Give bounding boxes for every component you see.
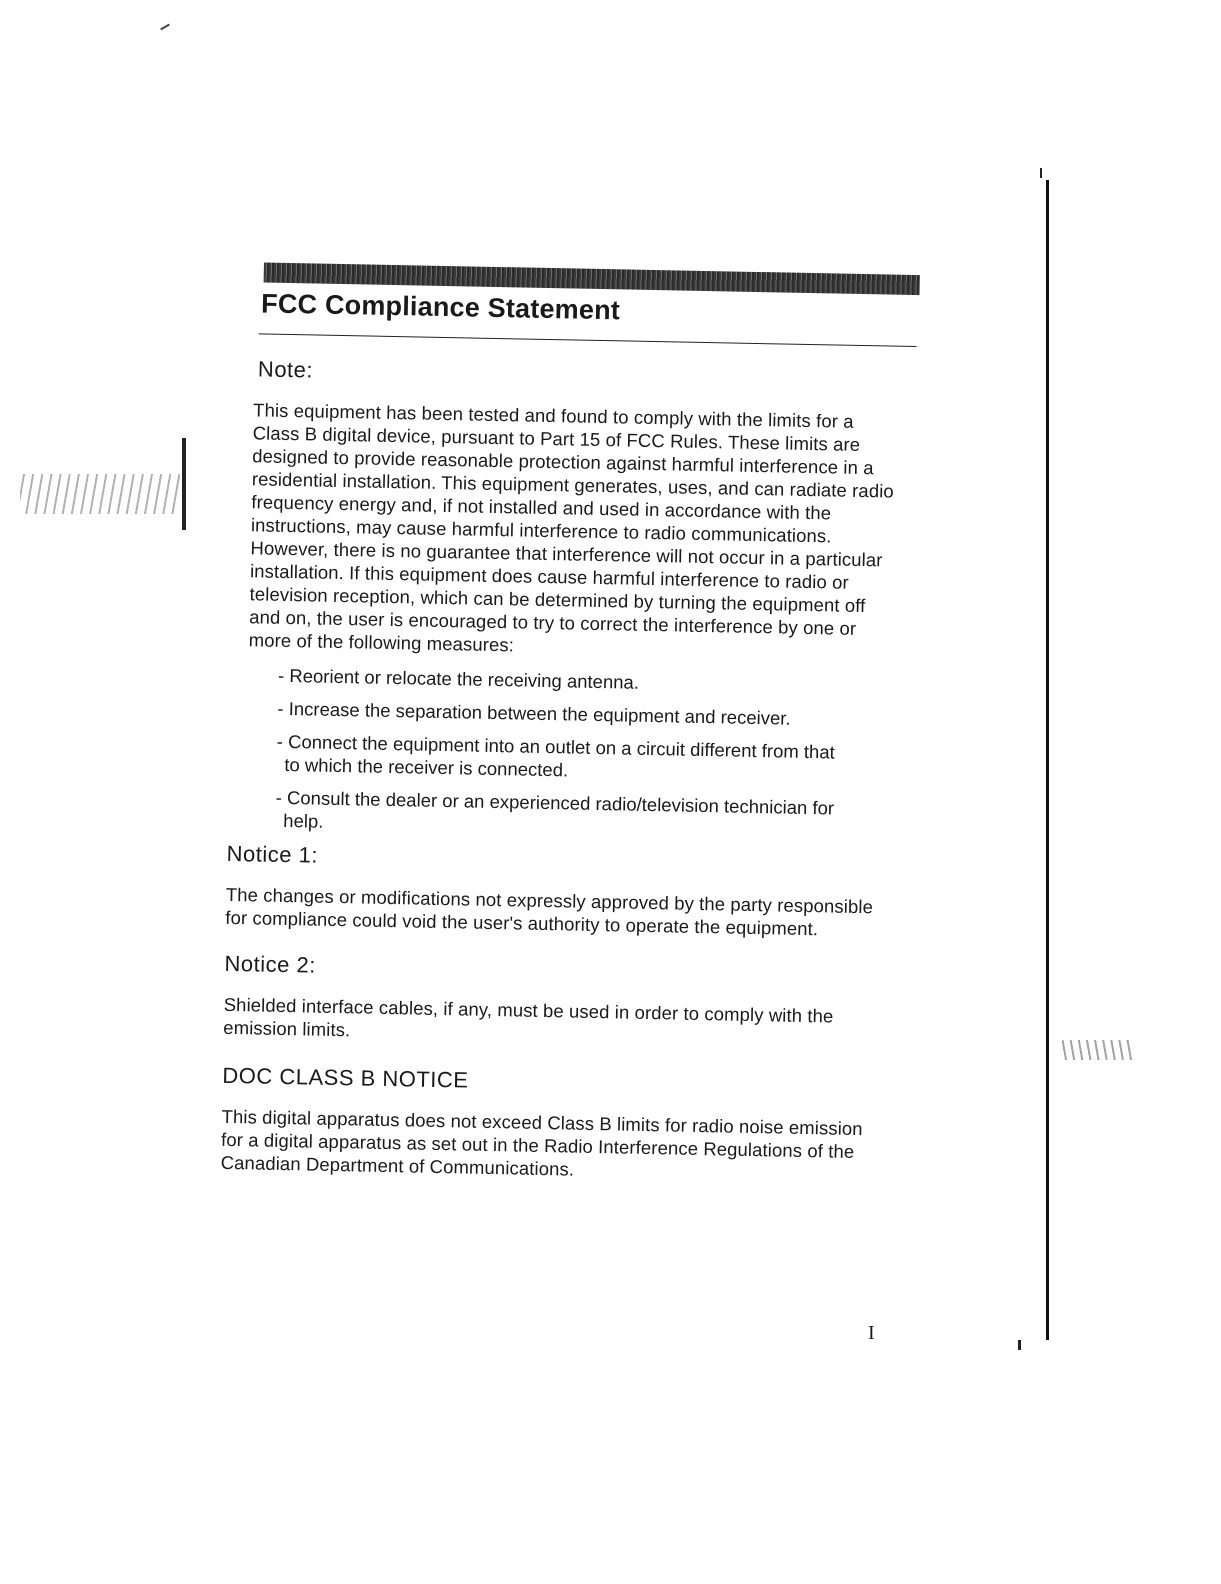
title-divider [259, 333, 917, 347]
notice1-heading: Notice 1: [226, 840, 319, 868]
note-body: This equipment has been tested and found to comply with the limits for a Class B digital device, pursuant to Part 15 of FCC Rules. These limits are designed to provide reasonable protection against harmful interference in a residential installation. This equipment generates, uses, and can radiate radio frequency energy and, if not installed and used in accordance with the instructions, may cause harmful interference to radio communications. However, there is no guarantee that interference will not occur in a particular installation. If this equipment does cause harmful interference to radio or television reception, which can be determined by turning the equipment off and on, the user is encouraged to try to correct the interference by one or more of the following measures: [248, 399, 895, 656]
notice2-heading: Notice 2: [224, 950, 317, 978]
binding-edge-line [1046, 180, 1049, 1340]
doc-notice-heading: DOC CLASS B NOTICE [222, 1062, 469, 1093]
scan-artifact [1018, 1340, 1021, 1350]
notice2-body: Shielded interface cables, if any, must be used in order to comply with the emission limits. [223, 993, 834, 1041]
doc-notice-body: This digital apparatus does not exceed Class B limits for radio noise emission for a digital apparatus as set out in the Radio Interference Regulations of the Canadian Department of Communications. [220, 1105, 863, 1180]
scan-artifact [20, 474, 180, 514]
list-item: - Consult the dealer or an experienced radio/television technician for help. [275, 786, 835, 832]
scan-artifact [182, 438, 186, 530]
note-heading: Note: [257, 356, 314, 383]
page-title: FCC Compliance Statement [260, 288, 621, 326]
list-item: - Reorient or relocate the receiving antenna. [277, 664, 640, 693]
page-number: I [868, 1322, 875, 1344]
measures-list [275, 664, 838, 843]
scan-artifact [1040, 168, 1042, 178]
list-item: - Increase the separation between the equipment and receiver. [277, 697, 791, 729]
scan-artifact [1062, 1040, 1132, 1060]
document-content [220, 262, 917, 1187]
scan-artifact [160, 24, 170, 31]
list-item: - Connect the equipment into an outlet on a circuit different from that to which the receiver is connected. [276, 730, 835, 781]
notice1-body: The changes or modifications not expressly approved by the party responsible for compliance could void the user's authority to operate the equipment. [225, 883, 874, 940]
